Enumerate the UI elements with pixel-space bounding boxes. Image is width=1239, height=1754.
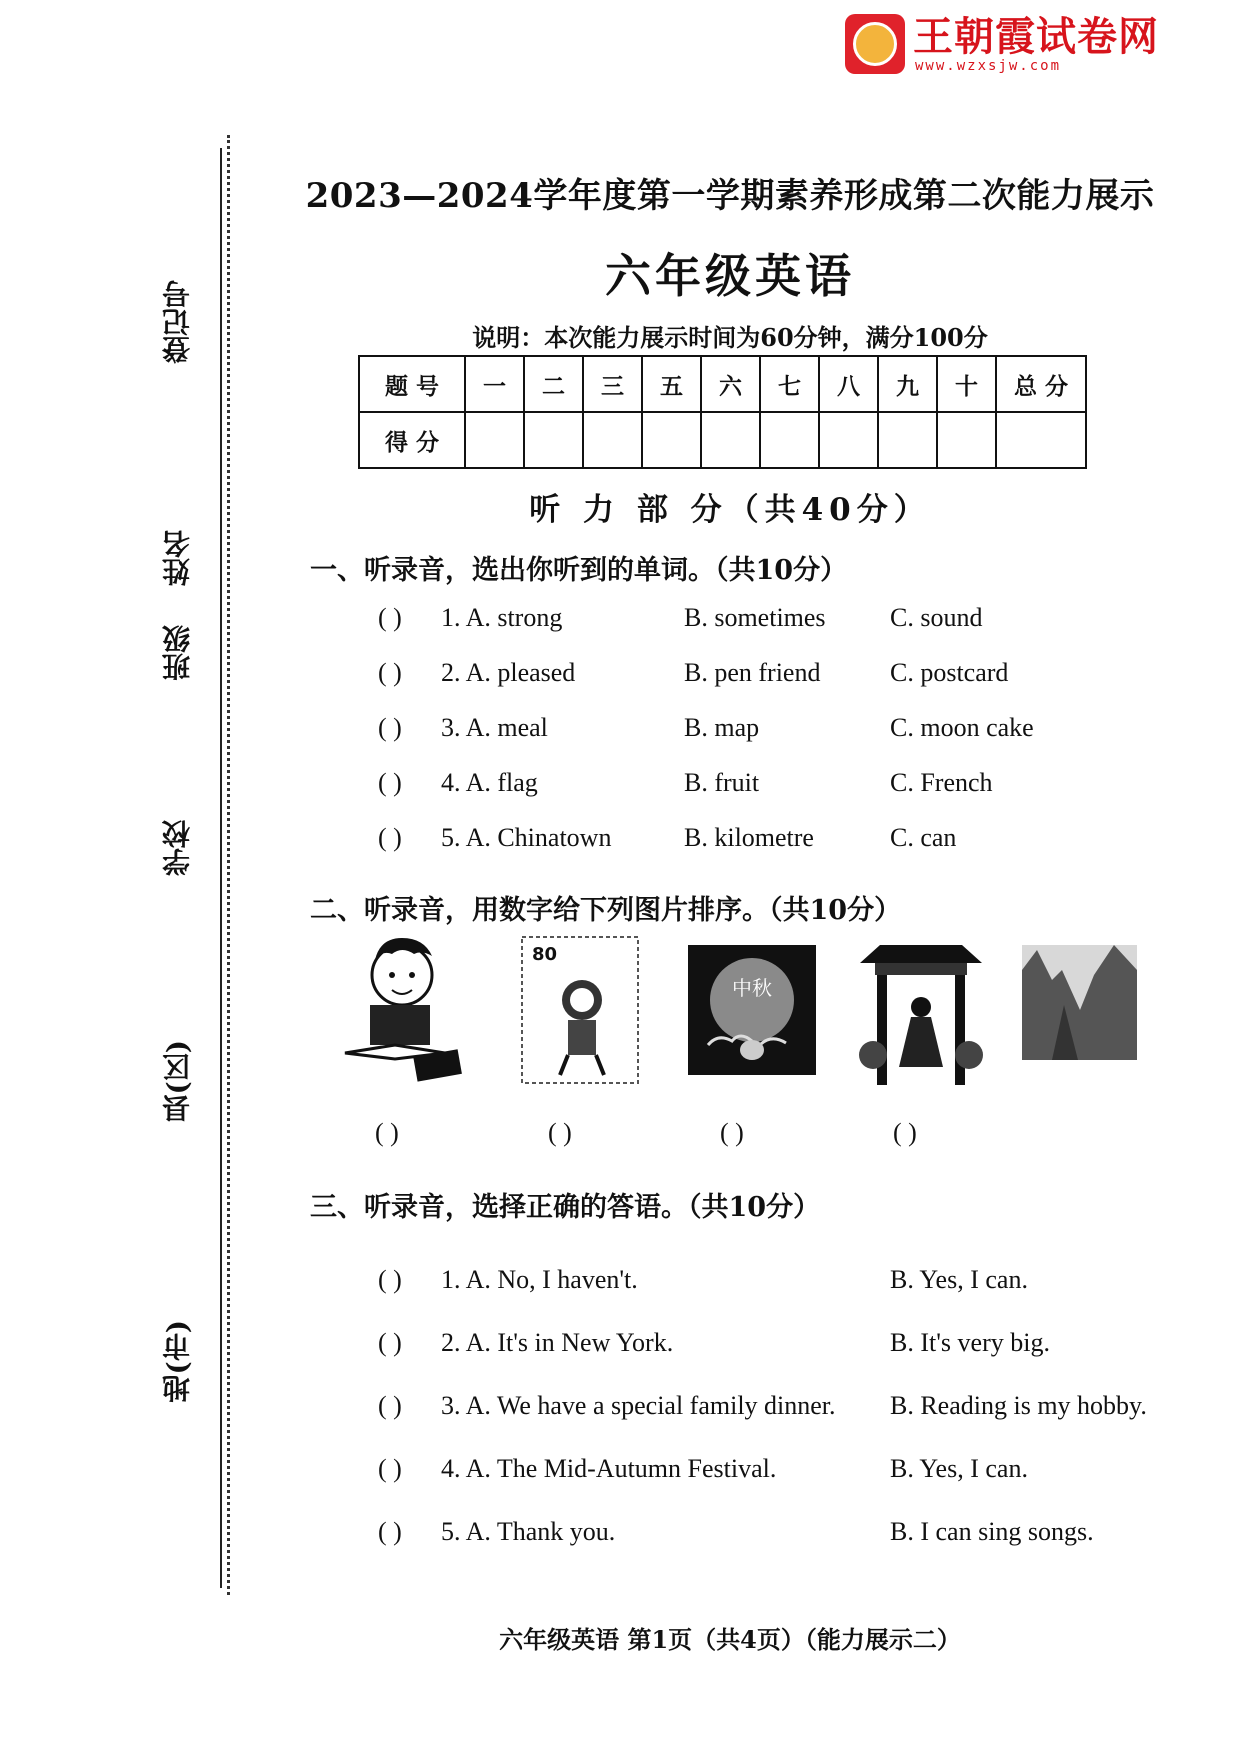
score-cell[interactable] [760, 412, 819, 468]
option-b: B. pen friend [684, 658, 821, 687]
option-a: 4. A. flag [441, 768, 538, 797]
score-table-score-row [359, 412, 1086, 468]
side-field-registration: 登记号 [161, 280, 194, 364]
option-a: 4. A. The Mid-Autumn Festival. [441, 1454, 777, 1483]
mooncake-text: 中秋 [732, 976, 772, 1000]
side-field-name: 姓名 [161, 530, 194, 586]
option-c: C. can [890, 823, 957, 852]
chinatown-picture [855, 935, 987, 1085]
option-a: 5. A. Chinatown [441, 823, 612, 852]
answer-blank[interactable]: ( ) [378, 768, 402, 797]
mountain-picture [1022, 935, 1137, 1085]
stamp-value: 80 [532, 944, 558, 965]
answer-blank[interactable]: ( ) [378, 713, 402, 742]
option-b: B. fruit [684, 768, 760, 797]
binding-rule [220, 148, 222, 1588]
answer-blank[interactable]: ( ) [378, 603, 402, 632]
option-c: C. French [890, 768, 993, 797]
answer-blank[interactable]: ( ) [378, 1265, 402, 1294]
option-b: B. Yes, I can. [890, 1265, 1028, 1294]
seal-icon [845, 14, 905, 74]
answer-blank[interactable]: ( ) [378, 1328, 402, 1357]
score-col-3: 三 [583, 356, 642, 412]
score-cell[interactable] [996, 412, 1086, 468]
option-a: 3. A. We have a special family dinner. [441, 1391, 836, 1420]
score-col-7: 八 [819, 356, 878, 412]
option-b: B. I can sing songs. [890, 1517, 1094, 1546]
side-field-city: 地(市) [161, 1320, 194, 1403]
exam-title: 2023—2024学年度第一学期素养形成第二次能力展示 [305, 176, 1155, 216]
score-cell[interactable] [642, 412, 701, 468]
answer-blank[interactable]: ( ) [378, 1517, 402, 1546]
listening-heading: 听 力 部 分（共40分） [529, 492, 931, 528]
side-field-county: 县(区) [161, 1040, 194, 1123]
option-c: C. sound [890, 603, 983, 632]
answer-blank[interactable]: ( ) [378, 1454, 402, 1483]
section-2-title: 二、听录音，用数字给下列图片排序。（共10分） [310, 895, 902, 926]
picture-3-blank[interactable]: ( ) [720, 1118, 744, 1147]
side-field-class: 班级 [161, 625, 194, 681]
picture-1-blank[interactable]: ( ) [375, 1118, 399, 1147]
binding-dotted-line [227, 135, 230, 1595]
score-cell[interactable] [583, 412, 642, 468]
side-field-school: 学校 [161, 820, 194, 876]
picture-4-blank[interactable]: ( ) [893, 1118, 917, 1147]
score-col-9: 十 [937, 356, 996, 412]
score-header-label: 题 号 [359, 356, 465, 412]
stamp-picture [520, 935, 640, 1085]
option-b: B. Yes, I can. [890, 1454, 1028, 1483]
option-b: B. map [684, 713, 760, 742]
answer-blank[interactable]: ( ) [378, 1391, 402, 1420]
score-table [358, 355, 1087, 469]
score-col-1: 一 [465, 356, 524, 412]
score-row-label: 得 分 [359, 412, 465, 468]
option-c: C. postcard [890, 658, 1009, 687]
section-3-title: 三、听录音，选择正确的答语。（共10分） [310, 1192, 821, 1223]
score-cell[interactable] [701, 412, 760, 468]
option-a: 2. A. pleased [441, 658, 576, 687]
section-1-title: 一、听录音，选出你听到的单词。（共10分） [310, 555, 848, 586]
site-logo [845, 14, 1165, 76]
score-cell[interactable] [878, 412, 937, 468]
option-a: 1. A. strong [441, 603, 563, 632]
score-col-6: 七 [760, 356, 819, 412]
score-total-label: 总 分 [996, 356, 1086, 412]
mid-autumn-picture [688, 935, 816, 1085]
score-cell[interactable] [524, 412, 583, 468]
logo-url: www.wzxsjw.com [915, 58, 1062, 74]
score-table-header-row [359, 356, 1086, 412]
boy-reading-picture [340, 935, 475, 1085]
answer-blank[interactable]: ( ) [378, 823, 402, 852]
exam-subtitle: 六年级英语 [605, 249, 855, 303]
score-col-4: 五 [642, 356, 701, 412]
answer-blank[interactable]: ( ) [378, 658, 402, 687]
score-col-8: 九 [878, 356, 937, 412]
score-cell[interactable] [937, 412, 996, 468]
exam-note: 说明：本次能力展示时间为60分钟，满分100分 [472, 323, 988, 352]
option-a: 2. A. It's in New York. [441, 1328, 674, 1357]
option-a: 1. A. No, I haven't. [441, 1265, 638, 1294]
score-cell[interactable] [465, 412, 524, 468]
score-col-2: 二 [524, 356, 583, 412]
option-a: 3. A. meal [441, 713, 548, 742]
logo-brand: 王朝霞试卷网 [913, 14, 1159, 60]
option-a: 5. A. Thank you. [441, 1517, 616, 1546]
option-b: B. Reading is my hobby. [890, 1391, 1147, 1420]
option-b: B. It's very big. [890, 1328, 1050, 1357]
page-footer: 六年级英语 第1页（共4页）（能力展示二） [499, 1625, 961, 1654]
picture-2-blank[interactable]: ( ) [548, 1118, 572, 1147]
option-c: C. moon cake [890, 713, 1034, 742]
score-col-5: 六 [701, 356, 760, 412]
option-b: B. kilometre [684, 823, 814, 852]
option-b: B. sometimes [684, 603, 826, 632]
score-cell[interactable] [819, 412, 878, 468]
